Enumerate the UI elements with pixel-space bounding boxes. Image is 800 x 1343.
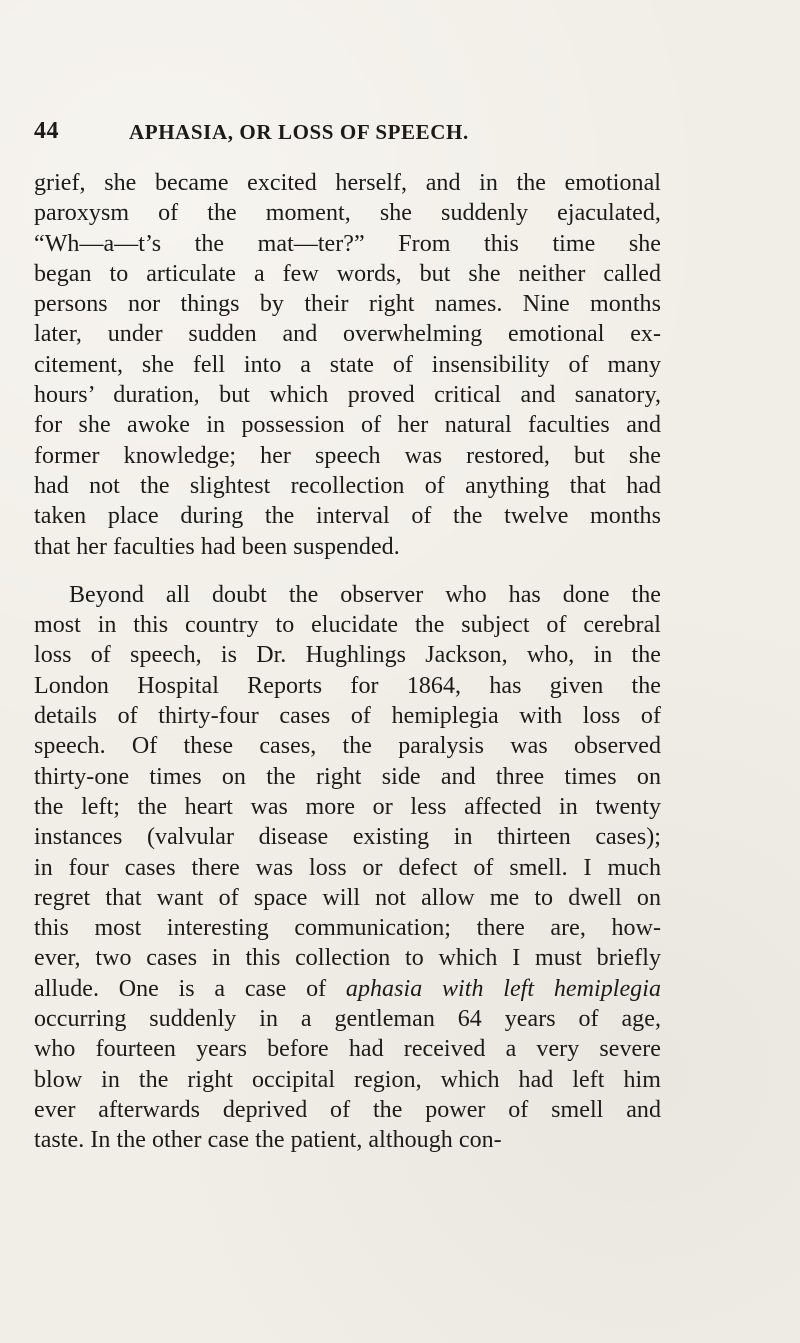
text-line-p1-7: citement, she fell into a state of insensibility of many xyxy=(34,351,661,378)
page-header xyxy=(34,118,662,148)
text-line-p1-5: persons nor things by their right names. Nine months xyxy=(34,291,661,318)
text-line-p1-13: that her faculties had been suspended. xyxy=(34,533,400,560)
text-line-p1-12: taken place during the interval of the twelve months xyxy=(34,503,661,530)
text-line-italic-segment: aphasia with left hemiplegia xyxy=(345,975,661,1002)
text-line-p2-7: thirty-one times on the right side and three times on xyxy=(34,763,661,790)
page-number: 44 xyxy=(34,118,59,144)
text-line-p1-3: “Wh—a—t’s the mat—ter?” From this time she xyxy=(34,230,661,257)
text-line-p2-2: most in this country to elucidate the subject of cerebral xyxy=(34,612,661,639)
text-line-p1-11: had not the slightest recollection of anything that had xyxy=(34,472,661,499)
text-line-p2-18: ever afterwards deprived of the power of smell and xyxy=(34,1096,661,1123)
body-text xyxy=(34,168,661,1156)
text-line-p2-4: London Hospital Reports for 1864, has given the xyxy=(34,672,661,699)
text-line-p2-3: loss of speech, is Dr. Hughlings Jackson, who, in the xyxy=(34,642,661,669)
text-line-p1-6: later, under sudden and overwhelming emotional ex- xyxy=(34,321,661,348)
text-line-p2-11: regret that want of space will not allow me to dwell on xyxy=(34,884,661,911)
text-line-p2-12: this most interesting communication; there are, how- xyxy=(34,915,661,942)
text-line-p1-10: former knowledge; her speech was restored, but she xyxy=(34,442,661,469)
text-line-p2-13: ever, two cases in this collection to which I must briefly xyxy=(34,945,661,972)
paragraph-spacer xyxy=(34,562,661,580)
text-line-p1-4: began to articulate a few words, but she neither called xyxy=(34,260,661,287)
text-line-p2-6: speech. Of these cases, the paralysis was observed xyxy=(34,733,661,760)
text-line-p2-19: taste. In the other case the patient, although con- xyxy=(34,1127,502,1154)
text-line-p2-17: blow in the right occipital region, which had left him xyxy=(34,1066,661,1093)
text-line-p2-5: details of thirty-four cases of hemiplegia with loss of xyxy=(34,703,661,730)
text-line-p2-10: in four cases there was loss or defect of smell. I much xyxy=(34,854,661,881)
text-line-p2-16: who fourteen years before had received a very severe xyxy=(34,1036,661,1063)
running-head: APHASIA, OR LOSS OF SPEECH. xyxy=(129,120,469,144)
text-line-p1-9: for she awoke in possession of her natural faculties and xyxy=(34,412,661,439)
text-line-with-italic xyxy=(34,974,661,1004)
text-line-normal-segment: allude. One is a case of xyxy=(34,975,346,1002)
text-line-p2-9: instances (valvular disease existing in thirteen cases); xyxy=(34,824,661,851)
text-line-p2-8: the left; the heart was more or less affected in twenty xyxy=(34,793,661,820)
text-line-p1-1: grief, she became excited herself, and in the emotional xyxy=(34,170,661,196)
text-line-p1-2: paroxysm of the moment, she suddenly ejaculated, xyxy=(34,200,661,227)
text-line-p1-8: hours’ duration, but which proved critical and sanatory, xyxy=(34,382,661,409)
text-line-p2-15: occurring suddenly in a gentleman 64 years of age, xyxy=(34,1006,661,1033)
text-line-p2-1: Beyond all doubt the observer who has done the xyxy=(69,581,661,608)
